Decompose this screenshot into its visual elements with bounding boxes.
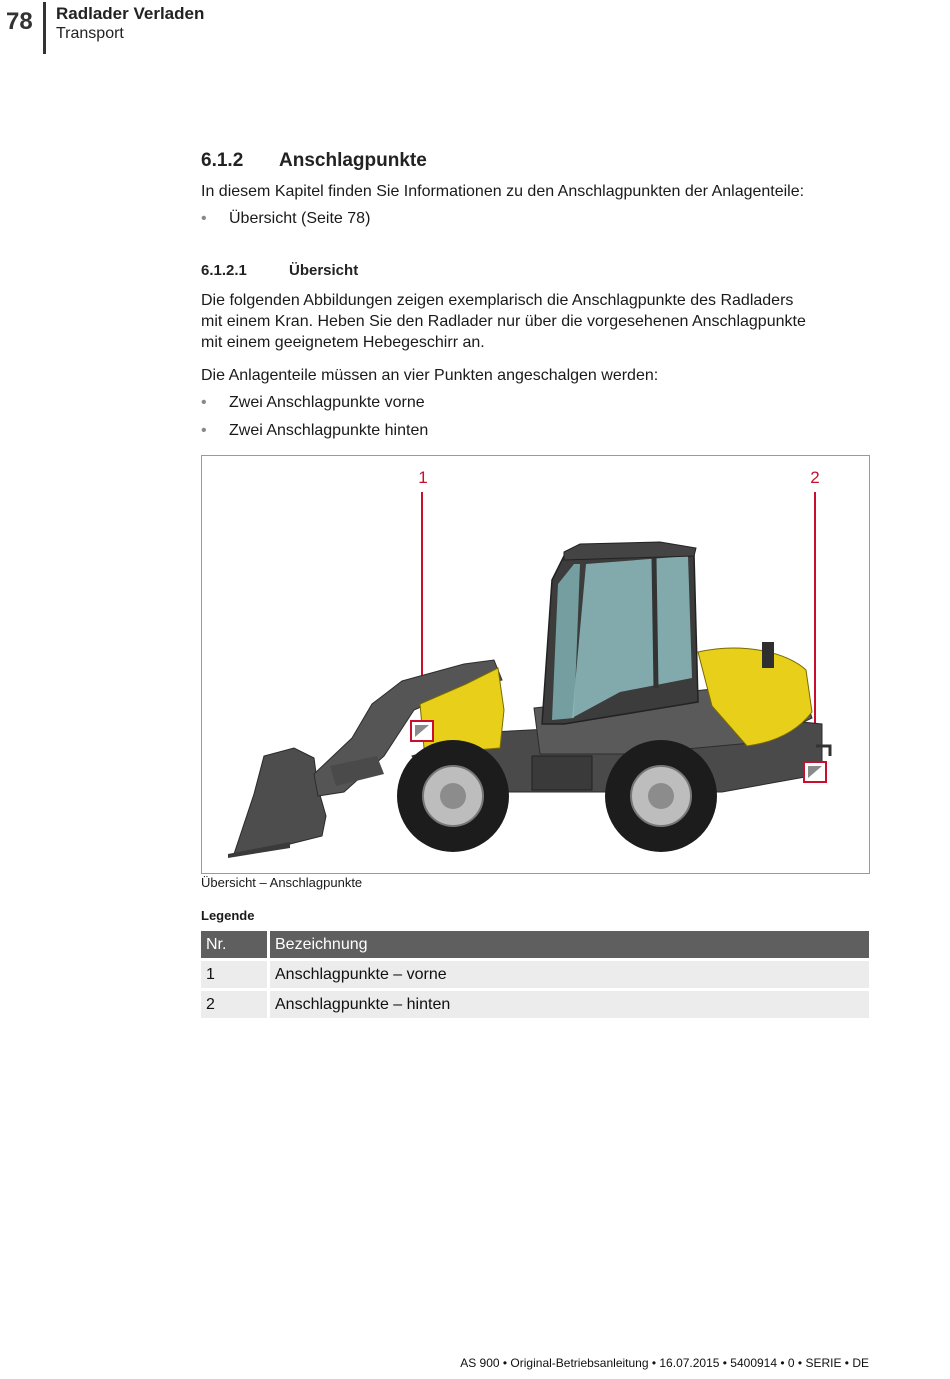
- list-item-text: Zwei Anschlagpunkte hinten: [229, 422, 429, 439]
- callout-2-label: 2: [810, 468, 820, 487]
- section-heading: [201, 150, 869, 172]
- legend-cell-nr: 1: [201, 961, 270, 988]
- list-item: [201, 394, 869, 414]
- callout-1-label: 1: [418, 468, 428, 487]
- legend-header-row: [201, 931, 869, 958]
- subsection-title: Übersicht: [289, 262, 359, 279]
- paragraph: [201, 290, 869, 353]
- page-number: 78: [6, 8, 33, 35]
- bucket: [234, 748, 326, 854]
- header-divider: [43, 2, 46, 54]
- paragraph: Die Anlagenteile müssen an vier Punkten angeschalgen werden:: [201, 367, 659, 384]
- front-hub: [440, 783, 466, 809]
- section-number: 6.1.2: [201, 150, 244, 171]
- list-item: [201, 210, 869, 230]
- overview-link[interactable]: Übersicht (Seite 78): [229, 210, 371, 227]
- bullet-icon: •: [201, 422, 207, 439]
- exhaust-pipe: [762, 642, 774, 668]
- wheel-loader-figure: [201, 455, 870, 874]
- legend-cell-label: Anschlagpunkte – vorne: [270, 961, 869, 988]
- figure-caption: Übersicht – Anschlagpunkte: [201, 875, 363, 890]
- section-title: Anschlagpunkte: [279, 150, 427, 171]
- legend-header-nr: Nr.: [201, 931, 270, 958]
- legend-title: Legende: [201, 908, 255, 923]
- cab-steps: [532, 756, 592, 790]
- legend-header-label: Bezeichnung: [270, 931, 869, 958]
- header-section-title: Transport: [56, 25, 124, 42]
- section-intro: In diesem Kapitel finden Sie Informationen zu den Anschlagpunkten der Anlagenteile:: [201, 183, 805, 200]
- list-item-text: Zwei Anschlagpunkte vorne: [229, 394, 425, 411]
- list-item: [201, 422, 869, 442]
- bullet-icon: •: [201, 210, 207, 227]
- lifting-point-front-marker: [411, 721, 433, 741]
- paragraph-line: mit einem geeignetem Hebegeschirr an.: [201, 334, 485, 351]
- table-row: [201, 961, 869, 988]
- legend-table: [201, 928, 869, 1021]
- table-row: [201, 991, 869, 1018]
- paragraph-line: Die folgenden Abbildungen zeigen exemplarisch die Anschlagpunkte des Radladers: [201, 292, 794, 309]
- paragraph-line: mit einem Kran. Heben Sie den Radlader nur über die vorgesehenen Anschlagpunkte: [201, 313, 806, 330]
- header-chapter-title: Radlader Verladen: [56, 4, 205, 23]
- legend-cell-label: Anschlagpunkte – hinten: [270, 991, 869, 1018]
- rear-hub: [648, 783, 674, 809]
- cab-divider: [654, 558, 656, 688]
- legend-cell-nr: 2: [201, 991, 270, 1018]
- subsection-number: 6.1.2.1: [201, 262, 247, 279]
- wheel-loader-illustration: [202, 456, 869, 873]
- subsection-heading: [201, 262, 869, 279]
- page-footer: AS 900 • Original-Betriebsanleitung • 16.07.2015 • 5400914 • 0 • SERIE • DE: [460, 1356, 869, 1370]
- lifting-point-rear-marker: [804, 762, 826, 782]
- bullet-icon: •: [201, 394, 207, 411]
